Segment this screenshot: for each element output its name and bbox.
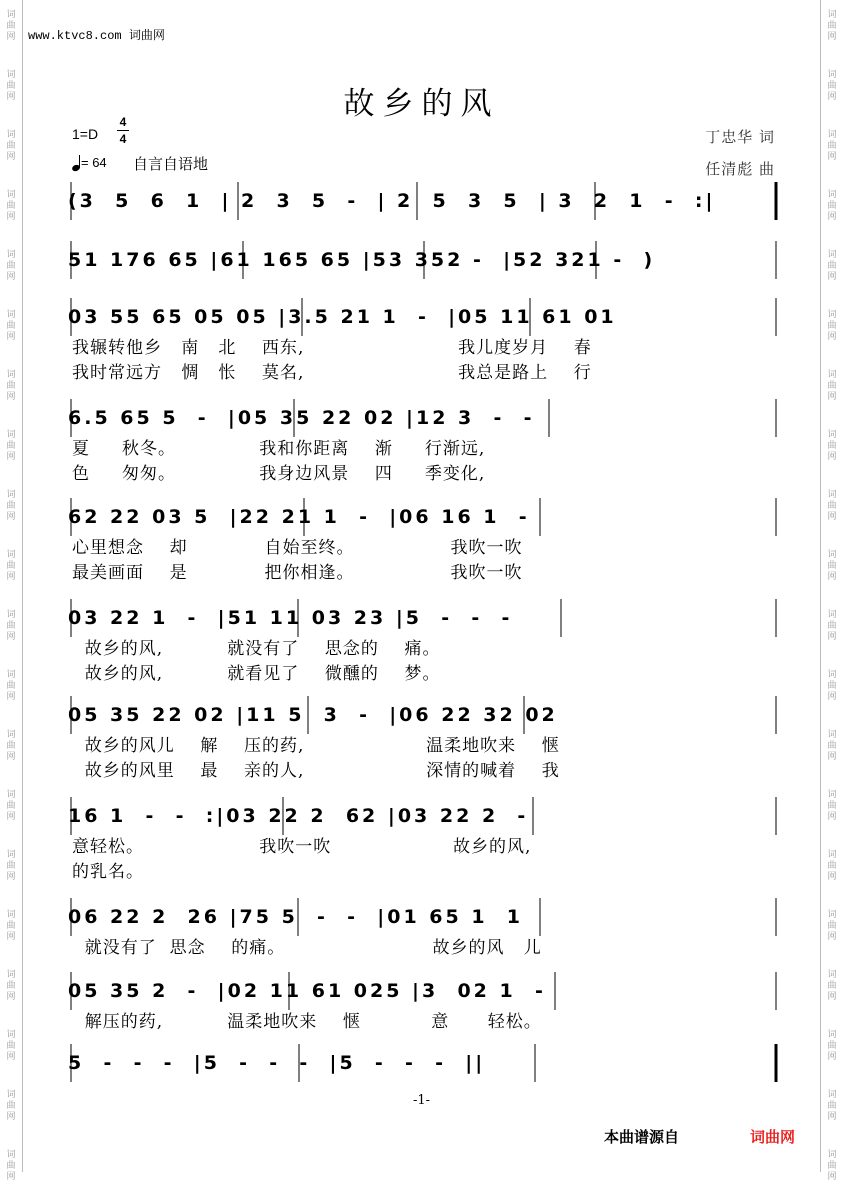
- watermark-text: 词 曲 网: [6, 910, 16, 942]
- jianpu-notes: (3 5 6 1 | 2 3 5 - | 2 5 3 5 | 3 2 1 - :|: [68, 190, 716, 212]
- jianpu-notes: 05 35 22 02 |11 5 3 - |06 22 32 02: [68, 704, 558, 726]
- lyric-line-2: 最美画面 是 把你相逢。 我吹一吹: [72, 563, 523, 583]
- watermark-text: 词 曲 网: [827, 850, 837, 882]
- watermark-text: 词 曲 网: [6, 490, 16, 522]
- jianpu-notes: 03 55 65 05 05 |3.5 21 1 - |05 11 61 01: [68, 306, 617, 328]
- lyric-line-2: 的乳名。: [72, 862, 144, 882]
- lyric-line-1: 夏 秋冬。 我和你距离 渐 行渐远,: [72, 439, 486, 459]
- lyric-line-1: 故乡的风, 就没有了 思念的 痛。: [72, 639, 441, 659]
- watermark-text: 词 曲 网: [6, 550, 16, 582]
- brand-link[interactable]: 词曲网: [750, 1128, 796, 1146]
- time-signature-line: [117, 130, 129, 131]
- watermark-text: 词 曲 网: [6, 610, 16, 642]
- watermark-text: 词 曲 网: [827, 610, 837, 642]
- watermark-text: 词 曲 网: [6, 250, 16, 282]
- lyric-line-1: 意轻松。 我吹一吹 故乡的风,: [72, 837, 532, 857]
- watermark-text: 词 曲 网: [827, 250, 837, 282]
- watermark-text: 词 曲 网: [827, 130, 837, 162]
- watermark-text: 词 曲 网: [827, 910, 837, 942]
- watermark-text: 词 曲 网: [6, 1090, 16, 1122]
- lyric-line-2: 故乡的风里 最 亲的人, 深情的喊着 我: [72, 761, 560, 781]
- watermark-text: 词 曲 网: [827, 970, 837, 1002]
- lyric-line-1: 就没有了 思念 的痛。 故乡的风 儿: [72, 938, 542, 958]
- watermark-text: 词 曲 网: [827, 790, 837, 822]
- watermark-text: 词 曲 网: [827, 10, 837, 42]
- watermark-text: 词 曲 网: [827, 1030, 837, 1062]
- watermark-text: 词 曲 网: [6, 1030, 16, 1062]
- jianpu-notes: 51 176 65 |61 165 65 |53 352 - |52 321 - ): [68, 249, 656, 271]
- watermark-text: 词 曲 网: [827, 550, 837, 582]
- lyric-line-2: 我时常远方 惆 怅 莫名, 我总是路上 行: [72, 363, 592, 383]
- lyric-line-2: 色 匆匆。 我身边风景 四 季变化,: [72, 464, 486, 484]
- lyric-line-1: 我辗转他乡 南 北 西东, 我儿度岁月 春: [72, 338, 592, 358]
- watermark-text: 词 曲 网: [6, 70, 16, 102]
- source-label: 本曲谱源自: [604, 1128, 680, 1146]
- jianpu-notes: 06 22 2 26 |75 5 - - |01 65 1 1: [68, 906, 524, 928]
- song-title: 故乡的风: [343, 86, 500, 122]
- watermark-text: 词 曲 网: [827, 70, 837, 102]
- watermark-text: 词 曲 网: [6, 310, 16, 342]
- jianpu-notes: 62 22 03 5 |22 21 1 - |06 16 1 -: [68, 506, 530, 528]
- jianpu-notes: 03 22 1 - |51 11 03 23 |5 - - -: [68, 607, 513, 629]
- page-number: -1-: [412, 1093, 431, 1108]
- lyricist-credit: 丁忠华 词: [705, 128, 775, 146]
- site-url[interactable]: [28, 26, 165, 43]
- watermark-text: 词 曲 网: [827, 370, 837, 402]
- site-url-text: www.ktvc8.com: [28, 29, 122, 43]
- watermark-text: 词 曲 网: [827, 310, 837, 342]
- time-signature-bottom: 4: [119, 132, 127, 146]
- watermark-text: 词 曲 网: [6, 790, 16, 822]
- jianpu-notes: 6.5 65 5 - |05 35 22 02 |12 3 - -: [68, 407, 535, 429]
- watermark-text: 词 曲 网: [6, 130, 16, 162]
- watermark-text: 词 曲 网: [6, 190, 16, 222]
- watermark-text: 词 曲 网: [827, 670, 837, 702]
- lyric-line-1: 故乡的风儿 解 压的药, 温柔地吹来 惬: [72, 736, 560, 756]
- watermark-text: 词 曲 网: [6, 730, 16, 762]
- tempo-value: = 64: [81, 155, 107, 170]
- composer-credit: 任清彪 曲: [705, 160, 775, 178]
- jianpu-notes: 05 35 2 - |02 11 61 025 |3 02 1 -: [68, 980, 546, 1002]
- watermark-text: 词 曲 网: [6, 1150, 16, 1182]
- watermark-text: 词 曲 网: [827, 190, 837, 222]
- watermark-text: 词 曲 网: [6, 850, 16, 882]
- lyric-line-1: 心里想念 却 自始至终。 我吹一吹: [72, 538, 523, 558]
- watermark-text: 词 曲 网: [827, 1090, 837, 1122]
- site-name: 词曲网: [128, 28, 165, 42]
- jianpu-notes: 5 - - - |5 - - - |5 - - - ||: [68, 1052, 486, 1074]
- watermark-text: 词 曲 网: [6, 430, 16, 462]
- lyric-line-1: 解压的药, 温柔地吹来 惬 意 轻松。: [72, 1012, 542, 1032]
- watermark-text: 词 曲 网: [827, 1150, 837, 1182]
- expression-marking: 自言自语地: [133, 156, 209, 173]
- time-signature-top: 4: [119, 115, 127, 129]
- watermark-text: 词 曲 网: [6, 370, 16, 402]
- lyric-line-2: 故乡的风, 就看见了 微醺的 梦。: [72, 664, 441, 684]
- jianpu-notes: 16 1 - - :|03 22 2 62 |03 22 2 -: [68, 805, 529, 827]
- watermark-text: 词 曲 网: [827, 490, 837, 522]
- quarter-note-icon: [72, 155, 81, 171]
- watermark-text: 词 曲 网: [6, 10, 16, 42]
- watermark-text: 词 曲 网: [6, 970, 16, 1002]
- key-signature: 1=D: [72, 126, 99, 142]
- watermark-text: 词 曲 网: [827, 430, 837, 462]
- tempo-marking: [72, 155, 107, 171]
- watermark-text: 词 曲 网: [827, 730, 837, 762]
- watermark-text: 词 曲 网: [6, 670, 16, 702]
